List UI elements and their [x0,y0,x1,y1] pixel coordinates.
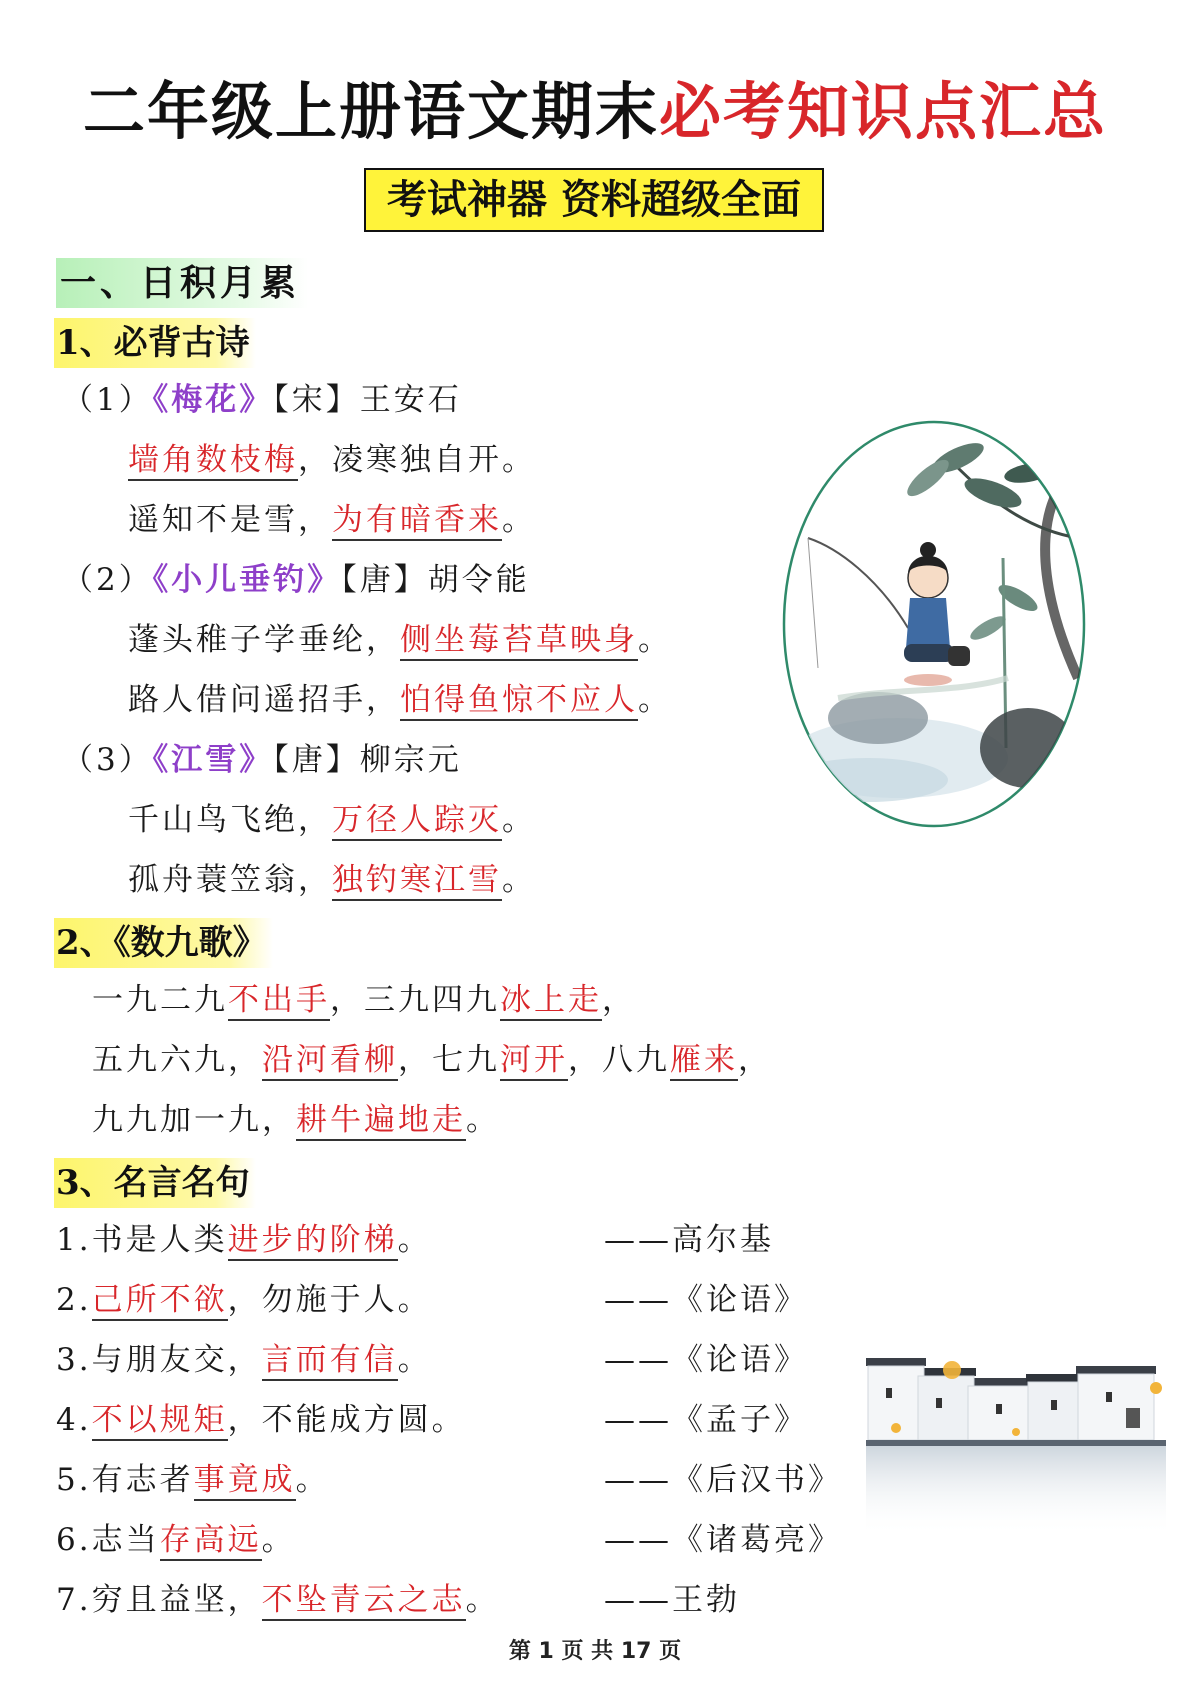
song-answer: 雁来 [670,1042,738,1081]
quote-item [56,1520,296,1560]
quote-text: 5.有志者 [56,1462,194,1498]
quote-text: 。 [261,1522,296,1558]
quote-text: 。 [295,1462,330,1498]
poem-header [62,380,462,420]
poem-line [128,440,536,480]
poem-dynasty: 【唐】 [273,742,360,778]
poem-header [62,560,530,600]
poem-line [128,500,536,540]
heading-poems: 1、必背古诗 [54,318,256,368]
quote-source: ——《论语》 [604,1342,808,1378]
quote-source: ——高尔基 [604,1222,774,1258]
song-answer: 冰上走 [500,982,602,1021]
quote-answer: 己所不欲 [92,1282,228,1321]
quote-item [56,1580,500,1620]
poem-text: 。 [502,802,536,838]
poem-text: 蓬头稚子学垂纶， [128,622,400,658]
poem-text: 遥知不是雪， [128,502,332,538]
poem-text: 孤舟蓑笠翁， [128,862,332,898]
song-answer: 沿河看柳 [262,1042,398,1081]
poem-title: 《江雪》 [152,742,274,778]
poem-answer: 为有暗香来 [332,502,502,541]
song-answer: 河开 [500,1042,568,1081]
song-text: ， [602,982,636,1018]
poem-number: （2） [62,562,153,598]
song-text: 。 [466,1102,500,1138]
poem-text: 。 [502,862,536,898]
quote-text: 2. [56,1282,92,1318]
poem-dynasty: 【宋】 [273,382,360,418]
quote-text: 7.穷且益坚， [56,1582,262,1618]
quote-text: 3.与朋友交， [56,1342,262,1378]
page-number: 第 1 页 共 17 页 [508,1639,682,1664]
title-black: 二年级上册语文期末 [82,75,659,148]
poem-author: 胡令能 [427,562,530,598]
quote-answer: 不坠青云之志 [262,1582,466,1621]
page-title [0,62,1190,151]
song-text: ， [738,1042,772,1078]
song-answer: 耕牛遍地走 [296,1102,466,1141]
song-text: ，三九四九 [330,982,500,1018]
poem-answer: 侧坐莓苔草映身 [400,622,638,661]
song-answer: 不出手 [228,982,330,1021]
quote-item [56,1460,330,1500]
poem-title: 《小儿垂钓》 [152,562,342,598]
song-text: 五九六九， [92,1042,262,1078]
quote-item [56,1220,432,1260]
quote-text: 。 [397,1342,432,1378]
poem-text: 千山鸟飞绝， [128,802,332,838]
quote-source: ——王勃 [604,1582,740,1618]
song-text: ，七九 [398,1042,500,1078]
quote-text: 6.志当 [56,1522,160,1558]
song-text: 九九加一九， [92,1102,296,1138]
poem-answer: 墙角数枝梅 [128,442,298,481]
quote-item [56,1340,432,1380]
quote-text: 。 [397,1222,432,1258]
quote-item [56,1400,466,1440]
quote-source: ——《论语》 [604,1282,808,1318]
quote-source: ——《后汉书》 [604,1462,842,1498]
song-text: ，八九 [568,1042,670,1078]
quote-answer: 言而有信 [262,1342,398,1381]
quote-answer: 事竟成 [194,1462,296,1501]
quote-text: 。 [465,1582,500,1618]
quote-answer: 进步的阶梯 [228,1222,398,1261]
poem-number: （1） [62,382,153,418]
quote-text: 1.书是人类 [56,1222,228,1258]
poem-text: 。 [638,622,672,658]
fishing-child-illustration [778,418,1090,830]
poem-line [128,620,672,660]
subtitle-badge [364,168,824,232]
poem-answer: 万径人踪灭 [332,802,502,841]
village-illustration [866,1348,1166,1548]
heading-shujiu-song: 2、《数九歌》 [54,918,273,968]
quote-answer: 不以规矩 [92,1402,228,1441]
quote-source: ——《诸葛亮》 [604,1522,842,1558]
section-heading-accumulation: 一、日积月累 [56,258,308,308]
heading-famous-quotes: 3、名言名句 [54,1158,256,1208]
song-line [92,1040,772,1080]
poem-text: ，凌寒独自开。 [298,442,536,478]
poem-answer: 怕得鱼惊不应人 [400,682,638,721]
poem-text: 。 [502,502,536,538]
quote-item [56,1280,432,1320]
poem-line [128,800,536,840]
poem-text: 。 [638,682,672,718]
poem-dynasty: 【唐】 [341,562,428,598]
subtitle-text: 考试神器 资料超级全面 [387,176,801,223]
poem-line [128,860,536,900]
poem-author: 王安石 [359,382,462,418]
quote-answer: 存高远 [160,1522,262,1561]
poem-answer: 独钓寒江雪 [332,862,502,901]
quote-text: ，勿施于人。 [227,1282,432,1318]
song-line [92,1100,500,1140]
title-red: 必考知识点汇总 [659,75,1108,148]
song-text: 一九二九 [92,982,228,1018]
poem-title: 《梅花》 [152,382,274,418]
poem-number: （3） [62,742,153,778]
quote-text: 4. [56,1402,92,1438]
poem-text: 路人借问遥招手， [128,682,400,718]
quote-text: ，不能成方圆。 [227,1402,466,1438]
poem-line [128,680,672,720]
quote-source: ——《孟子》 [604,1402,808,1438]
poem-header [62,740,462,780]
song-line [92,980,636,1020]
poem-author: 柳宗元 [359,742,462,778]
